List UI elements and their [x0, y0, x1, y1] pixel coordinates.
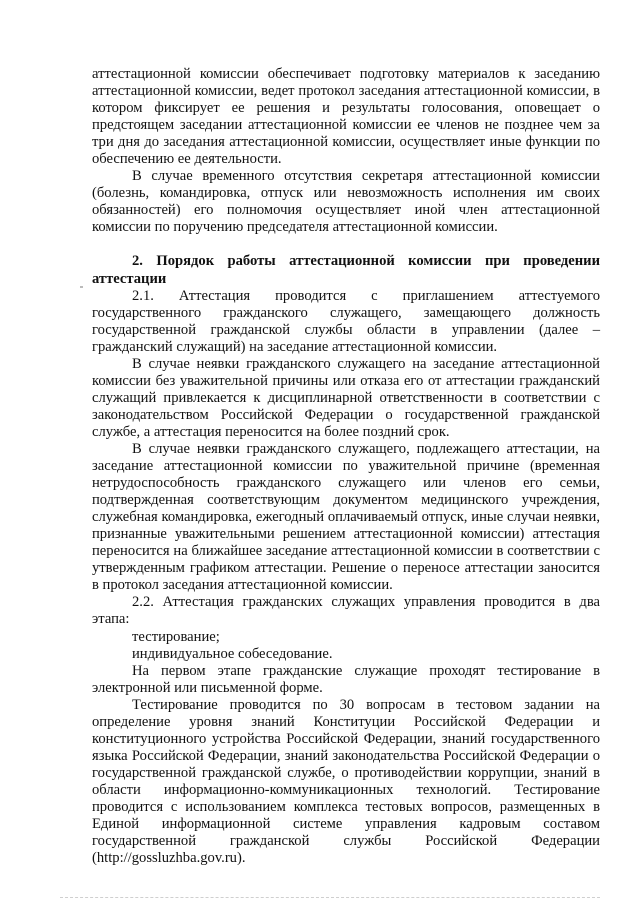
paragraph-first-stage: На первом этапе гражданские служащие проходят тестирование в электронной или письменной форме. — [92, 662, 600, 696]
scan-artifact — [80, 286, 83, 288]
paragraph-2-2-two-stages: 2.2. Аттестация гражданских служащих управления проводится в два этапа: — [92, 594, 600, 628]
paragraph-secretary-absence: В случае временного отсутствия секретаря аттестационной комиссии (болезнь, командировка, отпуск или невозможность исполнения им своих обязанностей) его полномочия осуществляет иной член аттестационной комиссии по поручению председателя аттестационной комиссии. — [92, 168, 600, 236]
paragraph-no-show-unexcused: В случае неявки гражданского служащего на заседание аттестационной комиссии без уважительной причины или отказа его от аттестации гражданский служащий привлекается к дисциплинарной ответственности в соответствии с законодательством Российской Федерации о государственной гражданской службе, а аттестация переносится на более поздний срок. — [92, 355, 600, 440]
list-item-testing: тестирование; — [132, 628, 220, 645]
section-heading-procedure: 2. Порядок работы аттестационной комиссии при проведении аттестации — [92, 253, 600, 287]
paragraph-no-show-excused: В случае неявки гражданского служащего, подлежащего аттестации, на заседание аттестационной комиссии по уважительной причине (временная нетрудоспособность гражданского служащего или членов его семьи, подтвержденная соответствующим документом медицинского учреждения, служебная командировка, ежегодный оплачиваемый отпуск, иные случаи неявки, признанные уважительными решением аттестационной комиссии) аттестация переносится на ближайшее заседание аттестационной комиссии в соответствии с утвержденным графиком аттестации. Решение о переносе аттестации заносится в протокол заседания аттестационной комиссии. — [92, 440, 600, 594]
paragraph-testing-details: Тестирование проводится по 30 вопросам в тестовом задании на определение уровня знаний Конституции Российской Федерации и конституционного устройства Российской Федерации, знаний государственного языка Российской Федерации, знаний законодательства Российской Федерации о государственной гражданской службе, о противодействии коррупции, знаний в области информационно-коммуникационных технологий. Тестирование проводится с использованием комплекса тестовых вопросов, размещенных в Единой информационной системе управления кадровым составом государственной гражданской службы Российской Федерации (http://gossluzhba.gov.ru). — [92, 696, 600, 867]
list-item-interview: индивидуальное собеседование. — [132, 645, 333, 662]
page-bottom-edge — [60, 897, 600, 898]
paragraph-2-1-invitation: 2.1. Аттестация проводится с приглашением аттестуемого государственного гражданского служащего, замещающего должность государственной гражданской службы области в управлении (далее – гражданский служащий) на заседание аттестационной комиссии. — [92, 287, 600, 355]
paragraph-secretary-duties: аттестационной комиссии обеспечивает подготовку материалов к заседанию аттестационной комиссии, ведет протокол заседания аттестационной комиссии, в котором фиксирует ее решения и результаты голосования, оповещает о предстоящем заседании аттестационной комиссии ее членов не позднее чем за три дня до заседания аттестационной комиссии, осуществляет иные функции по обеспечению ее деятельности. — [92, 66, 600, 168]
document-page — [92, 66, 600, 867]
